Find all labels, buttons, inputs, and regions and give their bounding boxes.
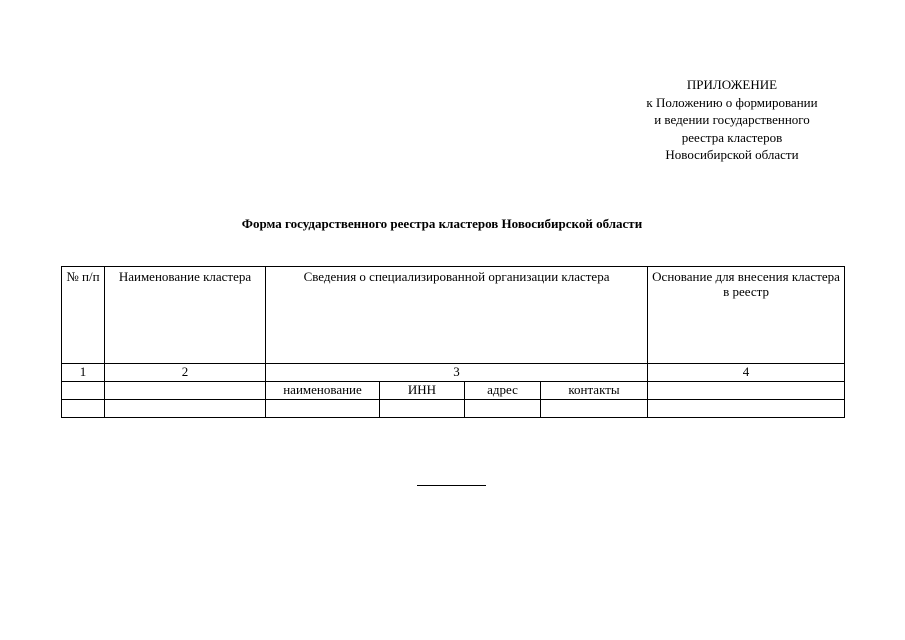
table-row [62, 400, 845, 418]
header-number: № п/п [62, 267, 105, 364]
column-number: 1 [62, 364, 105, 382]
appendix-line: и ведении государственного [654, 112, 810, 127]
column-number: 4 [648, 364, 845, 382]
header-cluster-name: Наименование кластера [105, 267, 266, 364]
table-cell [62, 382, 105, 400]
table-cell [380, 400, 465, 418]
table-cell [465, 400, 541, 418]
column-number: 2 [105, 364, 266, 382]
header-org-info: Сведения о специализированной организации кластера [266, 267, 648, 364]
registry-table [61, 266, 845, 418]
column-number: 3 [266, 364, 648, 382]
subheader-address: адрес [465, 382, 541, 400]
org-subheader-row [62, 382, 845, 400]
subheader-inn: ИНН [380, 382, 465, 400]
subheader-org-name: наименование [266, 382, 380, 400]
appendix-line: реестра кластеров [681, 129, 783, 145]
column-number-row [62, 364, 845, 382]
appendix-line: к Положению о формировании [646, 94, 818, 110]
table-cell [648, 382, 845, 400]
table-cell [541, 400, 648, 418]
subheader-contacts: контакты [541, 382, 648, 400]
table-cell [62, 400, 105, 418]
appendix-line: Новосибирской области [665, 147, 799, 162]
header-basis: Основание для внесения кластера в реестр [648, 267, 845, 364]
appendix-block [612, 76, 852, 164]
table-header-row [62, 267, 845, 364]
form-title: Форма государственного реестра кластеров Новосибирской области [241, 216, 643, 231]
table-cell [105, 400, 266, 418]
closing-divider [417, 485, 486, 486]
appendix-title: ПРИЛОЖЕНИЕ [686, 77, 778, 92]
table-cell [266, 400, 380, 418]
table-cell [105, 382, 266, 400]
table-cell [648, 400, 845, 418]
